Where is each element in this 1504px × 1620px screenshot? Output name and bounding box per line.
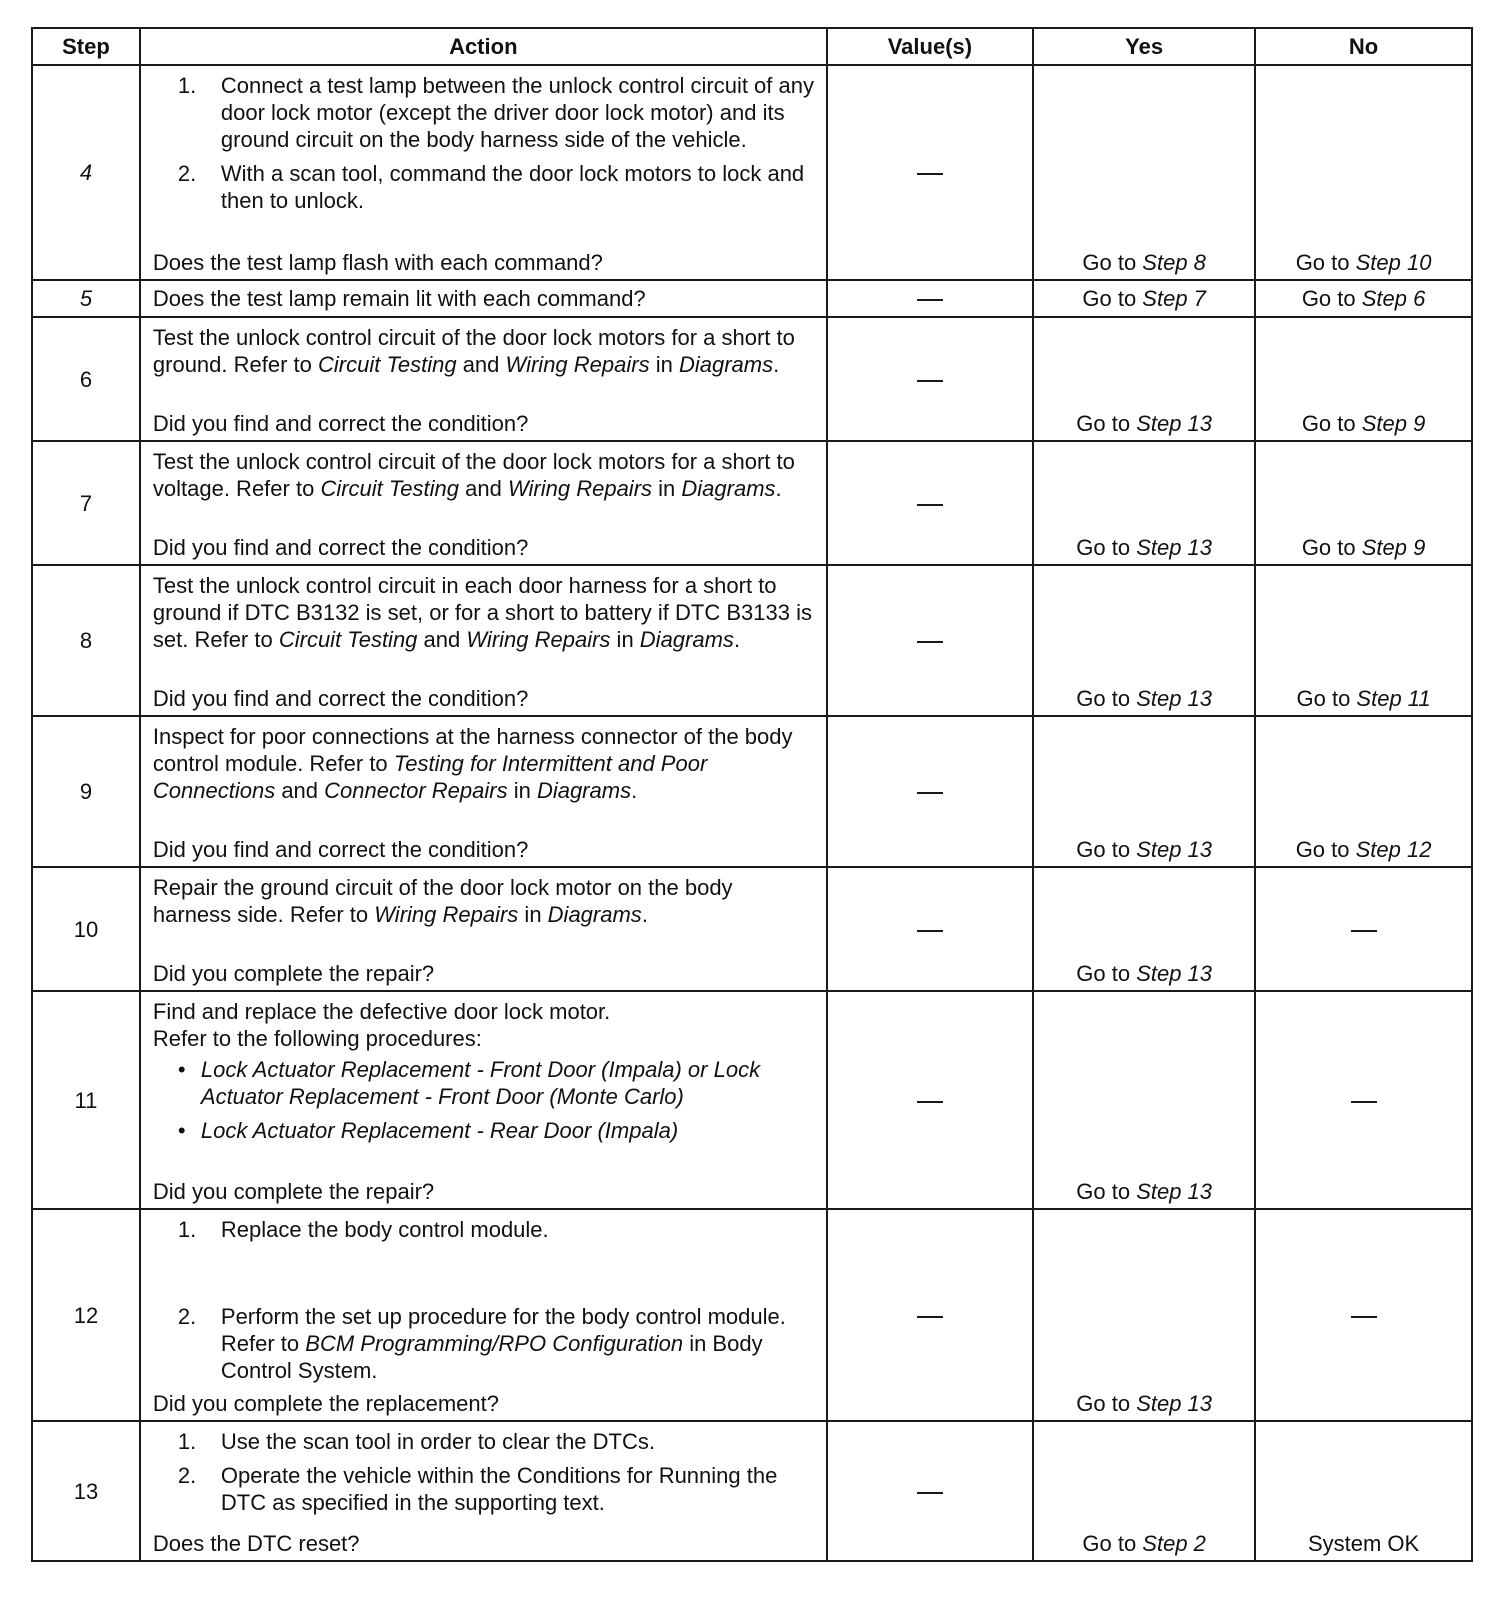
action-cell <box>140 317 827 441</box>
instruction-text: Find and replace the defective door lock motor. <box>152 999 611 1024</box>
no-answer[interactable]: Go to Step 10 <box>1295 250 1432 275</box>
yes-answer[interactable]: Go to Step 7 <box>1082 286 1206 311</box>
value-cell <box>827 65 1033 280</box>
yes-answer[interactable]: Go to Step 13 <box>1076 1391 1213 1416</box>
instruction-text: Test the unlock control circuit of the door lock motors for a short to ground. Refer to Circuit Testing and Wiring Repairs in Diagrams. <box>152 325 795 377</box>
table-row-step-11 <box>32 991 1472 1209</box>
yes-cell <box>1033 441 1255 565</box>
value-cell <box>827 867 1033 991</box>
table-row-step-4 <box>32 65 1472 280</box>
no-cell <box>1255 441 1472 565</box>
yes-answer[interactable]: Go to Step 13 <box>1076 961 1213 986</box>
header-values: Value(s) <box>827 28 1033 65</box>
question-text: Did you complete the repair? <box>152 961 435 986</box>
instruction-text: Repair the ground circuit of the door lock motor on the body harness side. Refer to Wiring Repairs in Diagrams. <box>152 875 733 927</box>
table-row-step-6 <box>32 317 1472 441</box>
dash-mark <box>1351 930 1377 932</box>
dash-mark <box>917 504 943 506</box>
yes-cell <box>1033 1209 1255 1421</box>
no-cell <box>1255 565 1472 716</box>
action-cell <box>140 565 827 716</box>
step-number: 8 <box>32 565 140 716</box>
action-cell <box>140 280 827 317</box>
table-row-step-9 <box>32 716 1472 867</box>
dash-mark <box>917 173 943 175</box>
list-item: 2. With a scan tool, command the door lock motors to lock and then to unlock. <box>177 161 805 213</box>
header-step: Step <box>32 28 140 65</box>
step-number: 12 <box>32 1209 140 1421</box>
no-answer[interactable]: Go to Step 12 <box>1295 837 1432 862</box>
yes-cell <box>1033 1421 1255 1561</box>
instruction-text: Test the unlock control circuit in each door harness for a short to ground if DTC B3132 is set, or for a short to battery if DTC B3133 is set. Refer to Circuit Testing and Wiring Repairs in Diagrams. <box>152 573 812 652</box>
dash-mark <box>917 792 943 794</box>
yes-answer[interactable]: Go to Step 2 <box>1082 1531 1206 1556</box>
action-cell <box>140 1209 827 1421</box>
question-text: Did you find and correct the condition? <box>152 411 529 436</box>
step-number: 7 <box>32 441 140 565</box>
dash-mark <box>917 380 943 382</box>
list-item: 2. Perform the set up procedure for the body control module. Refer to BCM Programming/RPO Configuration in Body Control System. <box>177 1304 786 1383</box>
header-row <box>32 28 1472 65</box>
yes-cell <box>1033 317 1255 441</box>
list-item[interactable]: • Lock Actuator Replacement - Front Door (Impala) or Lock Actuator Replacement - Front Door (Monte Carlo) <box>177 1057 761 1109</box>
dash-mark <box>1351 1316 1377 1318</box>
action-cell <box>140 65 827 280</box>
question-text: Did you find and correct the condition? <box>152 535 529 560</box>
numbered-list <box>153 72 816 214</box>
value-cell <box>827 280 1033 317</box>
no-cell <box>1255 716 1472 867</box>
no-cell <box>1255 991 1472 1209</box>
dash-mark <box>917 641 943 643</box>
no-cell <box>1255 1421 1472 1561</box>
header-yes: Yes <box>1033 28 1255 65</box>
action-cell <box>140 1421 827 1561</box>
yes-cell <box>1033 280 1255 317</box>
dash-mark <box>917 1101 943 1103</box>
question-text: Did you complete the replacement? <box>152 1391 499 1416</box>
yes-answer[interactable]: Go to Step 13 <box>1076 535 1213 560</box>
dash-mark <box>917 1316 943 1318</box>
value-cell <box>827 441 1033 565</box>
no-answer[interactable]: Go to Step 9 <box>1301 411 1426 436</box>
step-number: 6 <box>32 317 140 441</box>
list-item: 1. Connect a test lamp between the unlock control circuit of any door lock motor (except the driver door lock motor) and its ground circuit on the body harness side of the vehicle. <box>177 73 814 152</box>
numbered-list <box>153 1428 816 1516</box>
action-cell <box>140 991 827 1209</box>
table-row-step-8 <box>32 565 1472 716</box>
no-cell <box>1255 280 1472 317</box>
value-cell <box>827 716 1033 867</box>
diagnostic-table <box>31 27 1473 1562</box>
dash-mark <box>917 1492 943 1494</box>
dash-mark <box>917 299 943 301</box>
question-text: Does the test lamp flash with each command? <box>152 250 603 275</box>
step-number: 13 <box>32 1421 140 1561</box>
question-text: Did you find and correct the condition? <box>152 837 529 862</box>
dash-mark <box>917 930 943 932</box>
yes-answer[interactable]: Go to Step 13 <box>1076 837 1213 862</box>
table-row-step-7 <box>32 441 1472 565</box>
numbered-list <box>153 1216 816 1384</box>
value-cell <box>827 565 1033 716</box>
no-cell <box>1255 867 1472 991</box>
question-text: Does the DTC reset? <box>152 1531 360 1556</box>
instruction-text: Inspect for poor connections at the harness connector of the body control module. Refer to Testing for Intermittent and Poor Connections and Connector Repairs in Diagrams. <box>152 724 793 803</box>
yes-answer[interactable]: Go to Step 13 <box>1076 411 1213 436</box>
no-answer[interactable]: Go to Step 11 <box>1296 686 1431 711</box>
no-answer[interactable]: Go to Step 9 <box>1301 535 1426 560</box>
list-item: 1. Replace the body control module. <box>177 1217 549 1242</box>
question-text: Did you complete the repair? <box>152 1179 435 1204</box>
question-text: Did you find and correct the condition? <box>152 686 529 711</box>
action-cell <box>140 441 827 565</box>
value-cell <box>827 1209 1033 1421</box>
no-cell <box>1255 1209 1472 1421</box>
table-row-step-12 <box>32 1209 1472 1421</box>
yes-cell <box>1033 65 1255 280</box>
no-cell <box>1255 65 1472 280</box>
list-item: 1. Use the scan tool in order to clear the DTCs. <box>177 1429 655 1454</box>
question-text: Does the test lamp remain lit with each command? <box>152 286 646 311</box>
step-number: 9 <box>32 716 140 867</box>
yes-cell <box>1033 716 1255 867</box>
list-item: 2. Operate the vehicle within the Conditions for Running the DTC as specified in the supporting text. <box>177 1463 778 1515</box>
header-action: Action <box>140 28 827 65</box>
value-cell <box>827 317 1033 441</box>
yes-answer[interactable]: Go to Step 13 <box>1076 686 1213 711</box>
action-cell <box>140 867 827 991</box>
table-row-step-10 <box>32 867 1472 991</box>
list-item[interactable]: • Lock Actuator Replacement - Rear Door (Impala) <box>177 1118 679 1143</box>
instruction-text: Test the unlock control circuit of the door lock motors for a short to voltage. Refer to Circuit Testing and Wiring Repairs in Diagrams. <box>152 449 795 501</box>
step-number: 10 <box>32 867 140 991</box>
table-row-step-13 <box>32 1421 1472 1561</box>
yes-cell <box>1033 565 1255 716</box>
value-cell <box>827 991 1033 1209</box>
yes-cell <box>1033 991 1255 1209</box>
no-answer[interactable]: Go to Step 6 <box>1301 286 1426 311</box>
dash-mark <box>1351 1101 1377 1103</box>
step-number: 11 <box>32 991 140 1209</box>
instruction-text: Refer to the following procedures: <box>152 1026 482 1051</box>
no-cell <box>1255 317 1472 441</box>
diagnostic-table-container <box>31 27 1473 1562</box>
yes-answer[interactable]: Go to Step 8 <box>1082 250 1206 275</box>
bullet-list <box>153 1056 816 1144</box>
step-number: 5 <box>32 280 140 317</box>
yes-answer[interactable]: Go to Step 13 <box>1076 1179 1213 1204</box>
header-no: No <box>1255 28 1472 65</box>
value-cell <box>827 1421 1033 1561</box>
step-number: 4 <box>32 65 140 280</box>
table-row-step-5 <box>32 280 1472 317</box>
no-answer: System OK <box>1307 1531 1420 1556</box>
yes-cell <box>1033 867 1255 991</box>
action-cell <box>140 716 827 867</box>
